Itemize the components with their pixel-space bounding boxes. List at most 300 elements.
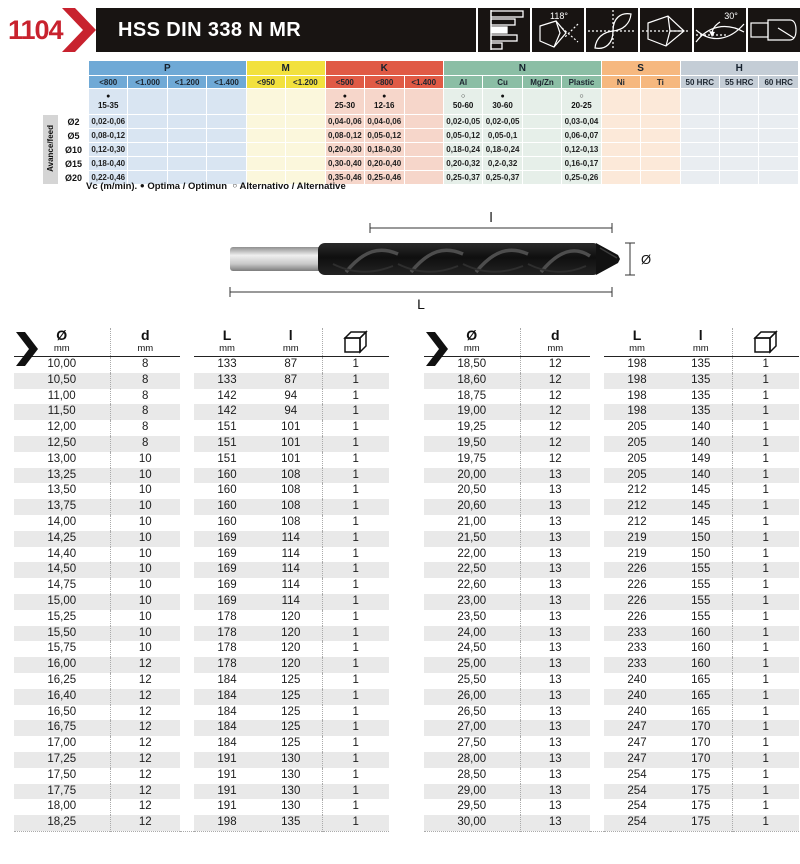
cell-flute-length: 120 xyxy=(260,626,322,642)
cell-diameter: 16,00 xyxy=(14,657,110,673)
cell-spacer xyxy=(180,641,194,657)
cell-diameter: 17,50 xyxy=(14,768,110,784)
cell-flute-length: 125 xyxy=(260,736,322,752)
cell-flute-length: 170 xyxy=(670,752,732,768)
feed-cell: 0,04-0,06 xyxy=(365,115,404,129)
cell-diameter: 16,25 xyxy=(14,673,110,689)
speed-col-header: <1.200 xyxy=(286,76,325,89)
speed-col-header: <950 xyxy=(246,76,285,89)
cell-qty: 1 xyxy=(352,800,359,813)
table-row xyxy=(14,641,389,657)
cell-qty: 1 xyxy=(352,421,359,434)
feed-cell xyxy=(680,157,719,171)
diameter-dimension xyxy=(625,243,635,275)
cell-flute-length: 135 xyxy=(670,373,732,389)
dim-col-header: L mm xyxy=(604,328,670,357)
feed-cell xyxy=(128,143,167,157)
cell-qty: 1 xyxy=(732,404,799,420)
cell-qty: 1 xyxy=(322,784,389,800)
feed-cell xyxy=(720,157,759,171)
drill-shank xyxy=(230,247,330,271)
table-row xyxy=(424,483,799,499)
cell-qty: 1 xyxy=(322,562,389,578)
table-chevron-icon xyxy=(426,332,448,366)
vc-cell: ○ 20-25 xyxy=(562,89,601,115)
cell-qty: 1 xyxy=(762,421,769,434)
feed-cell: 0,2-0,32 xyxy=(483,157,522,171)
table-row xyxy=(424,610,799,626)
cell-diameter: 29,50 xyxy=(424,799,520,815)
table-row xyxy=(14,815,389,831)
cell-shank: 13 xyxy=(520,594,590,610)
feed-cell: 0,08-0,12 xyxy=(89,129,128,143)
cell-total-length: 191 xyxy=(194,752,260,768)
cell-diameter: 14,00 xyxy=(14,515,110,531)
feed-cell xyxy=(601,157,640,171)
table-row xyxy=(424,578,799,594)
package-qty-header xyxy=(322,328,389,357)
cell-shank: 8 xyxy=(110,404,180,420)
cell-shank: 12 xyxy=(110,815,180,831)
table-row xyxy=(14,420,389,436)
point-angle-icon xyxy=(532,8,584,52)
cell-spacer xyxy=(180,531,194,547)
cell-spacer xyxy=(180,373,194,389)
cell-total-length: 212 xyxy=(627,484,647,497)
feed-cell xyxy=(286,115,325,129)
cell-qty: 1 xyxy=(322,626,389,642)
cell-total-length: 254 xyxy=(627,800,647,813)
cell-flute-length: 155 xyxy=(670,594,732,610)
cell-diameter: 25,50 xyxy=(424,673,520,689)
cell-total-length: 133 xyxy=(217,358,237,370)
cell-total-length: 226 xyxy=(604,562,670,578)
cell-diameter: 19,00 xyxy=(424,404,520,420)
table-row xyxy=(424,641,799,657)
svg-text:30°: 30° xyxy=(724,11,738,21)
vc-cell xyxy=(720,89,759,115)
speed-col-header: Cu xyxy=(483,76,522,89)
table-chevron-icon xyxy=(16,332,38,366)
cell-spacer xyxy=(180,357,194,373)
cell-diameter: 20,00 xyxy=(424,468,520,484)
feed-cell: 0,20-0,30 xyxy=(325,143,364,157)
dimension-table-right xyxy=(424,328,800,832)
vc-cell: ● 12-16 xyxy=(365,89,404,115)
table-row xyxy=(424,768,799,784)
cell-shank: 13 xyxy=(520,752,590,768)
cell-spacer xyxy=(180,483,194,499)
cell-spacer xyxy=(590,420,604,436)
table-row xyxy=(424,815,799,831)
feed-cell xyxy=(522,115,561,129)
cell-shank: 13 xyxy=(520,720,590,736)
cell-qty: 1 xyxy=(732,784,799,800)
cell-diameter: 18,60 xyxy=(424,373,520,389)
cell-spacer xyxy=(590,752,604,768)
cell-total-length: 205 xyxy=(604,468,670,484)
cell-shank: 8 xyxy=(110,373,180,389)
feed-cell: 0,25-0,37 xyxy=(483,171,522,185)
cell-shank: 13 xyxy=(548,547,562,560)
cell-total-length: 233 xyxy=(627,642,647,655)
cell-shank: 10 xyxy=(138,547,152,560)
cell-flute-length: 140 xyxy=(670,436,732,452)
cell-total-length: 198 xyxy=(604,404,670,420)
cell-shank: 12 xyxy=(110,689,180,705)
cell-spacer xyxy=(180,420,194,436)
cell-spacer xyxy=(590,610,604,626)
feed-cell: 0,35-0,46 xyxy=(325,171,364,185)
cell-total-length: 212 xyxy=(604,499,670,515)
speed-col-header: Mg/Zn xyxy=(522,76,561,89)
cell-total-length: 160 xyxy=(217,515,237,528)
cell-qty: 1 xyxy=(352,673,359,686)
cell-shank: 10 xyxy=(110,562,180,578)
cell-shank: 12 xyxy=(520,373,590,389)
vc-cell: ● 15-35 xyxy=(89,89,128,115)
cell-diameter: 16,75 xyxy=(14,720,110,736)
cell-flute-length: 165 xyxy=(670,673,732,689)
cell-spacer xyxy=(180,452,194,468)
cell-total-length: 205 xyxy=(627,452,647,465)
dim-header-row xyxy=(14,328,389,357)
drill-tip xyxy=(596,243,620,275)
table-row xyxy=(14,404,389,420)
cell-shank: 12 xyxy=(520,404,590,420)
cell-shank: 13 xyxy=(548,673,562,686)
table-row xyxy=(424,531,799,547)
cell-qty: 1 xyxy=(352,515,359,528)
cell-total-length: 198 xyxy=(627,389,647,402)
table-row xyxy=(14,610,389,626)
table-row xyxy=(14,499,389,515)
cell-shank: 13 xyxy=(548,579,562,592)
cell-qty: 1 xyxy=(732,562,799,578)
cell-diameter: 11,50 xyxy=(14,404,110,420)
cell-qty: 1 xyxy=(732,815,799,831)
feed-cell xyxy=(167,115,206,129)
feed-cell xyxy=(404,171,443,185)
cell-diameter: 19,25 xyxy=(424,420,520,436)
cell-shank: 13 xyxy=(548,515,562,528)
cell-qty: 1 xyxy=(762,642,769,655)
cell-qty: 1 xyxy=(352,705,359,718)
cell-qty: 1 xyxy=(762,610,769,623)
speed-col-header: <800 xyxy=(89,76,128,89)
svg-text:118°: 118° xyxy=(550,11,568,21)
material-group-N: N xyxy=(443,61,601,76)
cell-shank: 10 xyxy=(110,531,180,547)
cell-flute-length: 135 xyxy=(670,389,732,405)
table-row xyxy=(424,515,799,531)
cell-spacer xyxy=(590,436,604,452)
cell-qty: 1 xyxy=(322,689,389,705)
table-row xyxy=(14,578,389,594)
cell-flute-length: 165 xyxy=(670,705,732,721)
cell-diameter: 18,00 xyxy=(14,799,110,815)
dim-col-header: d mm xyxy=(110,328,180,357)
cell-diameter: 14,40 xyxy=(14,547,110,563)
cell-flute-length: 135 xyxy=(260,815,322,831)
cell-qty: 1 xyxy=(732,689,799,705)
cell-shank: 12 xyxy=(138,768,152,781)
cell-flute-length: 101 xyxy=(260,436,322,452)
cell-flute-length: 94 xyxy=(260,404,322,420)
cell-shank: 12 xyxy=(138,673,152,686)
speed-col-header: Plastic xyxy=(562,76,601,89)
cell-qty: 1 xyxy=(352,737,359,750)
table-row xyxy=(424,673,799,689)
cell-qty: 1 xyxy=(732,531,799,547)
helix-angle-icon xyxy=(694,8,746,52)
vc-row xyxy=(43,89,799,115)
feed-cell xyxy=(680,143,719,157)
cell-spacer xyxy=(590,641,604,657)
cell-qty: 1 xyxy=(732,720,799,736)
cell-qty: 1 xyxy=(732,436,799,452)
feed-cell xyxy=(246,129,285,143)
cell-total-length: 198 xyxy=(604,373,670,389)
feed-row xyxy=(43,115,799,129)
feed-cell xyxy=(720,115,759,129)
feed-cell: 0,06-0,07 xyxy=(562,129,601,143)
page-title: HSS DIN 338 N MR xyxy=(118,18,302,41)
cell-shank: 13 xyxy=(548,737,562,750)
drill-diagram xyxy=(168,212,668,317)
cell-shank: 13 xyxy=(548,484,562,497)
cell-flute-length: 120 xyxy=(260,610,322,626)
feed-cell: 0,18-0,40 xyxy=(89,157,128,171)
cell-diameter: 12,00 xyxy=(14,420,110,436)
cell-flute-length: 108 xyxy=(260,499,322,515)
speed-col-header: Ti xyxy=(641,76,680,89)
cell-flute-length: 160 xyxy=(670,626,732,642)
cell-qty: 1 xyxy=(732,499,799,515)
feed-cell xyxy=(601,115,640,129)
cell-spacer xyxy=(590,373,604,389)
cell-total-length: 160 xyxy=(194,468,260,484)
cell-qty: 1 xyxy=(352,358,359,370)
table-row xyxy=(424,468,799,484)
dim-col-header: Ø mm xyxy=(14,328,110,357)
feed-row-label: Ø5 xyxy=(59,129,89,143)
cell-total-length: 247 xyxy=(627,737,647,750)
cell-diameter: 28,50 xyxy=(424,768,520,784)
feed-cell xyxy=(759,115,799,129)
size-range-icon xyxy=(478,8,530,52)
cell-shank: 10 xyxy=(138,610,152,623)
feed-cell xyxy=(680,171,719,185)
cell-shank: 10 xyxy=(110,468,180,484)
cell-shank: 12 xyxy=(138,705,152,718)
speed-footnote xyxy=(86,181,346,192)
cell-flute-length: 87 xyxy=(260,373,322,389)
cell-total-length: 178 xyxy=(194,657,260,673)
cell-qty: 1 xyxy=(322,657,389,673)
cell-diameter: 16,40 xyxy=(14,689,110,705)
feed-row xyxy=(43,143,799,157)
cell-qty: 1 xyxy=(762,579,769,592)
cell-flute-length: 94 xyxy=(260,389,322,405)
feed-cell xyxy=(404,129,443,143)
feed-cell xyxy=(641,171,680,185)
table-row xyxy=(14,784,389,800)
cell-spacer xyxy=(590,768,604,784)
vc-cell xyxy=(680,89,719,115)
footnote-prefix: Vc (m/min). xyxy=(86,181,138,192)
feed-cell: 0,20-0,32 xyxy=(443,157,482,171)
cell-shank: 10 xyxy=(138,579,152,592)
feed-cell xyxy=(759,171,799,185)
cell-spacer xyxy=(590,562,604,578)
cell-qty: 1 xyxy=(322,720,389,736)
header-chevron-icon xyxy=(62,8,96,52)
feed-cell xyxy=(641,129,680,143)
table-row xyxy=(424,736,799,752)
feed-cell: 0,08-0,12 xyxy=(325,129,364,143)
table-row xyxy=(14,626,389,642)
cell-spacer xyxy=(180,499,194,515)
feed-cell xyxy=(522,157,561,171)
cell-diameter: 17,00 xyxy=(14,736,110,752)
cell-total-length: 191 xyxy=(217,800,237,813)
feed-cell: 0,05-0,12 xyxy=(443,129,482,143)
feed-cell xyxy=(641,115,680,129)
cell-spacer xyxy=(590,815,604,831)
cell-diameter: 21,00 xyxy=(424,515,520,531)
cell-diameter: 22,60 xyxy=(424,578,520,594)
cell-diameter: 18,50 xyxy=(424,357,520,373)
cell-spacer xyxy=(180,752,194,768)
feed-cell xyxy=(246,115,285,129)
cell-flute-length: 87 xyxy=(260,357,322,373)
cell-spacer xyxy=(590,404,604,420)
vc-cell xyxy=(522,89,561,115)
feed-cell xyxy=(286,129,325,143)
feed-cell xyxy=(404,115,443,129)
cell-diameter: 15,75 xyxy=(14,641,110,657)
cell-shank: 10 xyxy=(138,484,152,497)
table-row xyxy=(424,547,799,563)
cell-total-length: 169 xyxy=(217,547,237,560)
feed-cell: 0,05-0,12 xyxy=(365,129,404,143)
cell-diameter: 13,25 xyxy=(14,468,110,484)
feed-cell xyxy=(286,157,325,171)
cell-spacer xyxy=(590,720,604,736)
feed-cell xyxy=(128,115,167,129)
cell-diameter: 28,00 xyxy=(424,752,520,768)
page-header xyxy=(8,8,800,52)
cell-diameter: 30,00 xyxy=(424,815,520,831)
table-row xyxy=(14,357,389,373)
table-row xyxy=(14,594,389,610)
table-row xyxy=(14,673,389,689)
cell-qty: 1 xyxy=(352,610,359,623)
material-group-S: S xyxy=(601,61,680,76)
cell-diameter: 23,00 xyxy=(424,594,520,610)
cell-flute-length: 175 xyxy=(670,784,732,800)
speed-col-header: <1.400 xyxy=(404,76,443,89)
optima-dot-icon: ● xyxy=(139,181,145,190)
cell-shank: 13 xyxy=(548,768,562,781)
table-row xyxy=(424,389,799,405)
table-row xyxy=(424,799,799,815)
cell-total-length: 254 xyxy=(604,784,670,800)
vc-cell xyxy=(167,89,206,115)
cell-shank: 13 xyxy=(520,689,590,705)
cell-spacer xyxy=(180,436,194,452)
cell-flute-length: 114 xyxy=(260,531,322,547)
cell-diameter: 17,25 xyxy=(14,752,110,768)
cell-total-length: 254 xyxy=(604,815,670,831)
table-row xyxy=(424,373,799,389)
feed-cell xyxy=(759,157,799,171)
feed-cell xyxy=(680,129,719,143)
table-row xyxy=(14,736,389,752)
table-row xyxy=(14,657,389,673)
cell-spacer xyxy=(180,705,194,721)
cell-total-length: 142 xyxy=(194,404,260,420)
cell-spacer xyxy=(180,720,194,736)
cell-spacer xyxy=(180,515,194,531)
speed-col-header: <1.200 xyxy=(167,76,206,89)
cell-flute-length: 155 xyxy=(670,610,732,626)
package-cube-icon xyxy=(753,330,779,354)
cell-flute-length: 165 xyxy=(670,689,732,705)
table-row xyxy=(424,420,799,436)
feed-cell xyxy=(167,129,206,143)
cell-shank: 12 xyxy=(548,421,562,434)
cell-diameter: 21,50 xyxy=(424,531,520,547)
table-row xyxy=(424,752,799,768)
dim-col-header: d mm xyxy=(520,328,590,357)
cell-qty: 1 xyxy=(352,579,359,592)
cell-diameter: 17,75 xyxy=(14,784,110,800)
feed-cell: 0,30-0,40 xyxy=(325,157,364,171)
cell-qty: 1 xyxy=(322,468,389,484)
cell-total-length: 169 xyxy=(217,579,237,592)
cell-shank: 10 xyxy=(138,515,152,528)
speed-col-header: <1.000 xyxy=(128,76,167,89)
cell-diameter: 14,25 xyxy=(14,531,110,547)
alternative-label: Alternativo / Alternative xyxy=(239,181,346,192)
cell-spacer xyxy=(590,673,604,689)
feed-cell xyxy=(167,143,206,157)
cell-spacer xyxy=(590,547,604,563)
cell-total-length: 178 xyxy=(217,610,237,623)
cell-total-length: 191 xyxy=(217,768,237,781)
feed-cell xyxy=(641,157,680,171)
package-cube-icon xyxy=(343,330,369,354)
feed-cell: 0,18-0,30 xyxy=(365,143,404,157)
cell-diameter: 25,00 xyxy=(424,657,520,673)
cell-flute-length: 125 xyxy=(260,720,322,736)
cell-shank: 12 xyxy=(138,737,152,750)
dim-col-header: Ø mm xyxy=(424,328,520,357)
table-row xyxy=(14,483,389,499)
feed-row-label: Ø20 xyxy=(59,171,89,185)
cell-total-length: 240 xyxy=(627,673,647,686)
vc-cell: ● 25-30 xyxy=(325,89,364,115)
table-row xyxy=(424,404,799,420)
table-row xyxy=(424,689,799,705)
table-row xyxy=(424,452,799,468)
cell-flute-length: 149 xyxy=(670,452,732,468)
cell-spacer xyxy=(590,515,604,531)
product-code: 1104 xyxy=(8,15,63,45)
cell-qty: 1 xyxy=(762,389,769,402)
